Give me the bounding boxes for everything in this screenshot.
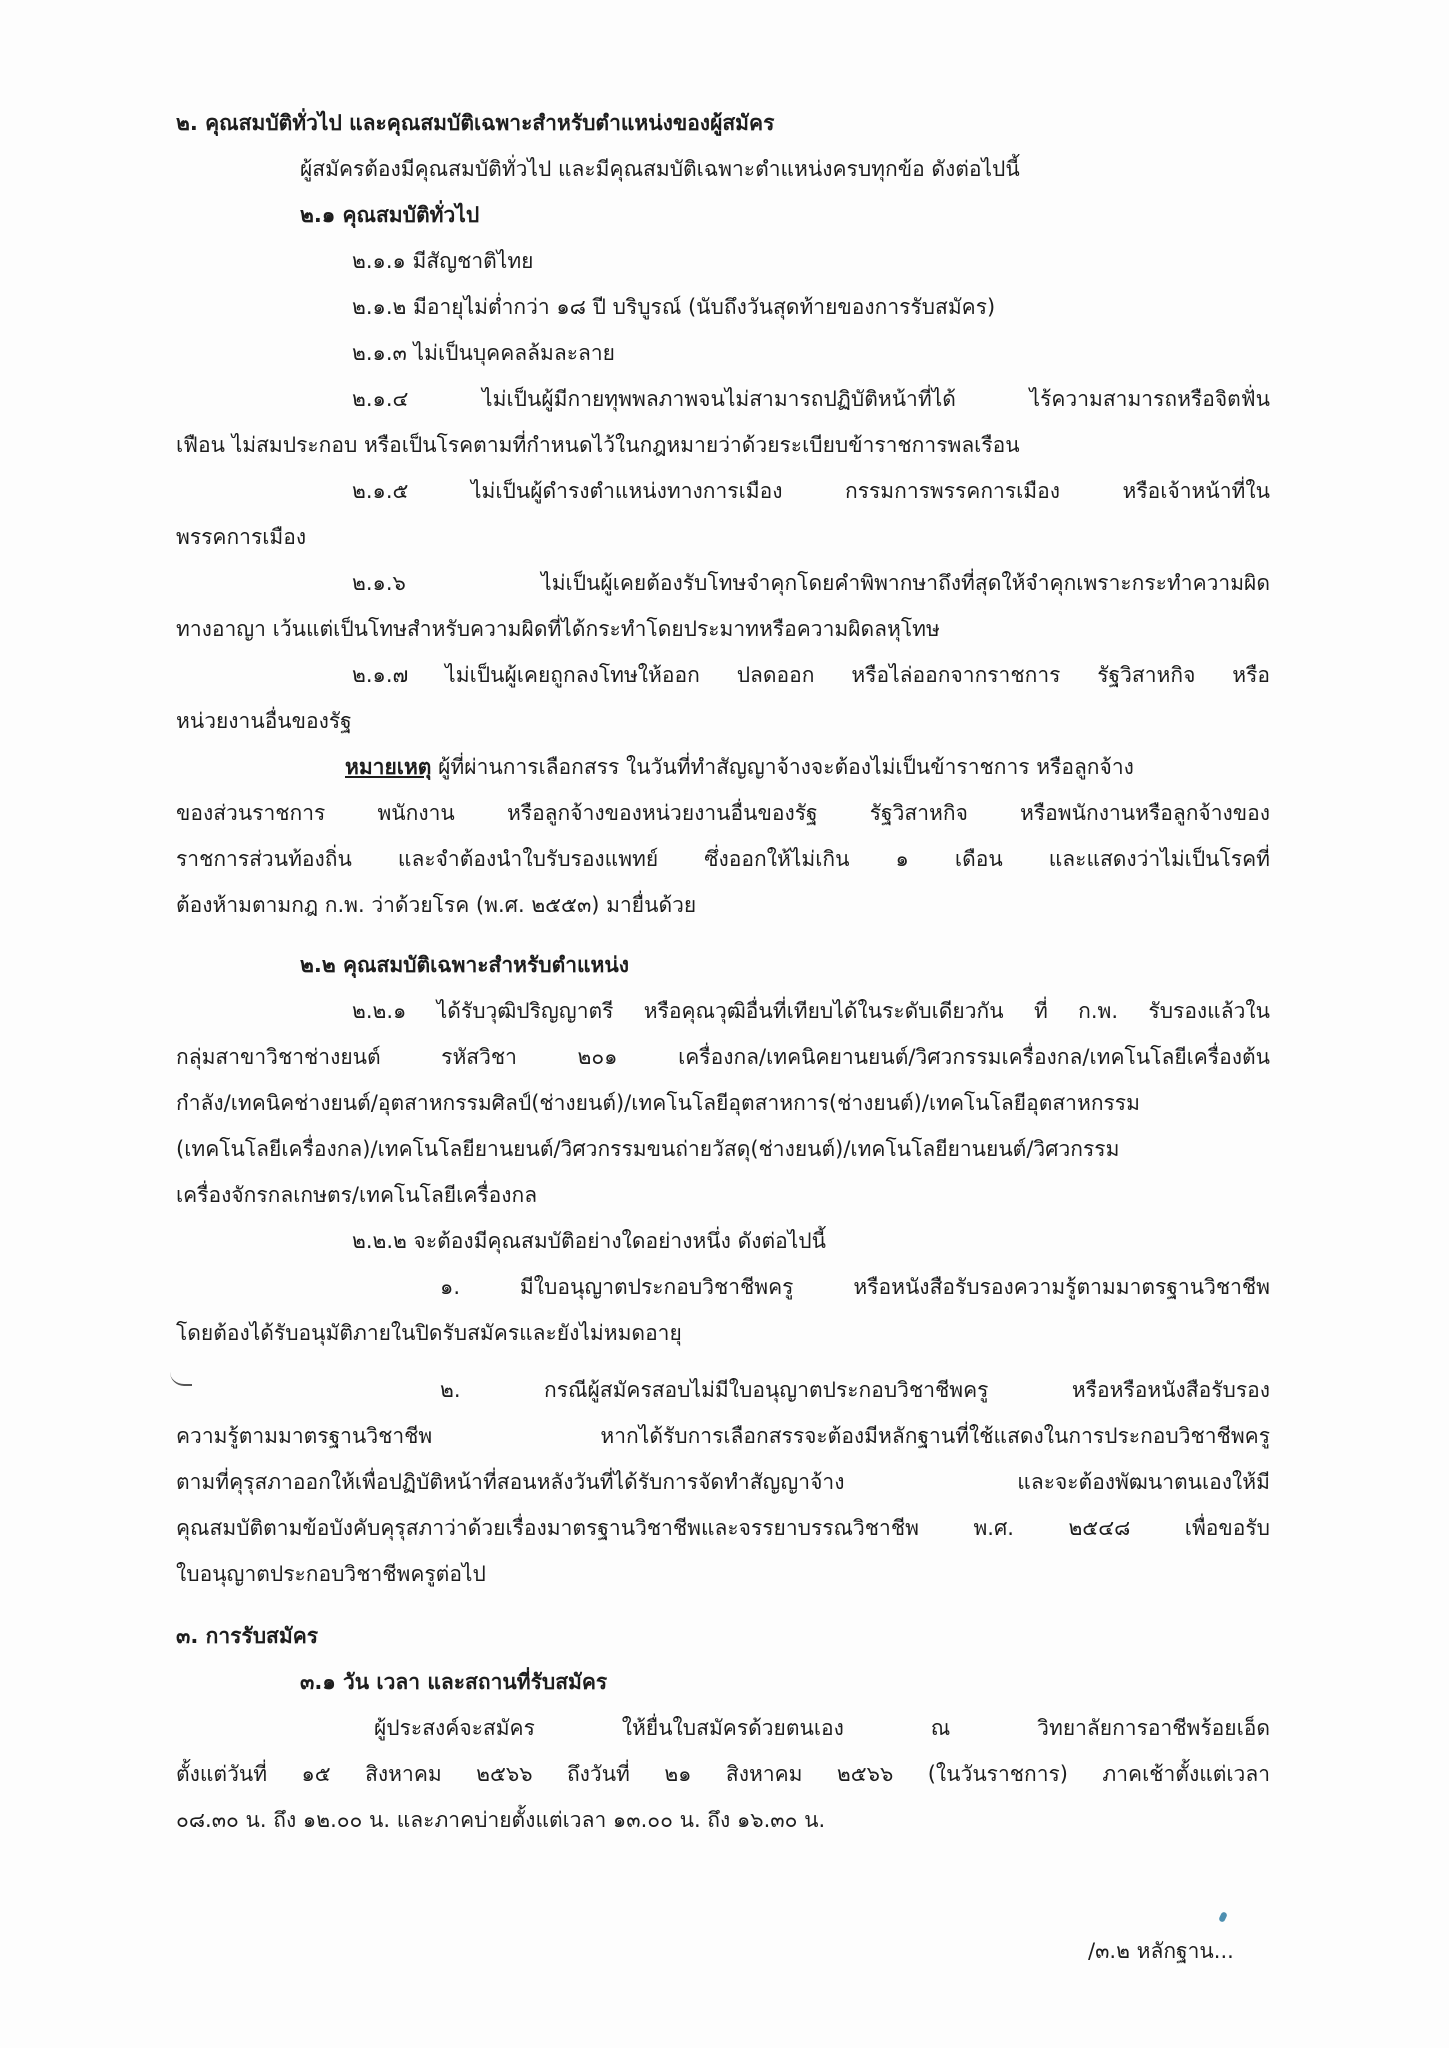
heading-3-1: ๓.๑ วัน เวลา และสถานที่รับสมัคร xyxy=(300,1670,608,1694)
item-2-1-1: ๒.๑.๑ มีสัญชาติไทย xyxy=(352,249,534,273)
paragraph-line: ผู้ประสงค์จะสมัคร ให้ยื่นใบสมัครด้วยตนเอง ณ วิทยาลัยการอาชีพร้อยเอ็ด xyxy=(374,1716,1270,1740)
item-2-1-2: ๒.๑.๒ มีอายุไม่ต่ำกว่า ๑๘ ปี บริบูรณ์ (นับถึงวันสุดท้ายของการรับสมัคร) xyxy=(352,295,996,319)
heading-2-1: ๒.๑ คุณสมบัติทั่วไป xyxy=(300,203,480,227)
paragraph-line: ทางอาญา เว้นแต่เป็นโทษสำหรับความผิดที่ได้กระทำโดยประมาทหรือความผิดลหุโทษ xyxy=(176,617,940,641)
sub-item-1: ๑. มีใบอนุญาตประกอบวิชาชีพครู หรือหนังสือรับรองความรู้ตามมาตรฐานวิชาชีพ xyxy=(440,1275,1270,1299)
remark-line xyxy=(345,752,1270,782)
remark-label: หมายเหตุ xyxy=(345,755,432,779)
paragraph-line: ใบอนุญาตประกอบวิชาชีพครูต่อไป xyxy=(176,1562,486,1586)
paragraph-line: หน่วยงานอื่นของรัฐ xyxy=(176,709,352,733)
continuation-note: /๓.๒ หลักฐาน... xyxy=(1088,1939,1234,1963)
paragraph-line: กำลัง/เทคนิคช่างยนต์/อุตสาหกรรมศิลป์(ช่างยนต์)/เทคโนโลยีอุตสาหการ(ช่างยนต์)/เทคโนโลยีอุตสาหกรรม xyxy=(176,1091,1140,1115)
item-2-1-3: ๒.๑.๓ ไม่เป็นบุคคลล้มละลาย xyxy=(352,341,615,365)
paragraph-line: ๐๘.๓๐ น. ถึง ๑๒.๐๐ น. และภาคบ่ายตั้งแต่เวลา ๑๓.๐๐ น. ถึง ๑๖.๓๐ น. xyxy=(176,1808,826,1832)
heading-section-3: ๓. การรับสมัคร xyxy=(176,1624,319,1648)
paragraph-line: คุณสมบัติตามข้อบังคับคุรุสภาว่าด้วยเรื่องมาตรฐานวิชาชีพและจรรยาบรรณวิชาชีพ พ.ศ. ๒๕๔๘ เพื่อขอรับ xyxy=(176,1516,1270,1540)
paragraph-line: ราชการส่วนท้องถิ่น และจำต้องนำใบรับรองแพทย์ ซึ่งออกให้ไม่เกิน ๑ เดือน และแสดงว่าไม่เป็นโรคที่ xyxy=(176,847,1270,871)
item-2-2-1: ๒.๒.๑ ได้รับวุฒิปริญญาตรี หรือคุณวุฒิอื่นที่เทียบได้ในระดับเดียวกัน ที่ ก.พ. รับรองแล้วใน xyxy=(352,999,1270,1023)
heading-section-2: ๒. คุณสมบัติทั่วไป และคุณสมบัติเฉพาะสำหรับตำแหน่งของผู้สมัคร xyxy=(176,111,775,135)
paragraph-line: ต้องห้ามตามกฎ ก.พ. ว่าด้วยโรค (พ.ศ. ๒๕๕๓) มายื่นด้วย xyxy=(176,893,697,917)
sub-item-2: ๒. กรณีผู้สมัครสอบไม่มีใบอนุญาตประกอบวิชาชีพครู หรือหรือหนังสือรับรอง xyxy=(440,1378,1270,1402)
paragraph-line: ความรู้ตามมาตรฐานวิชาชีพ หากได้รับการเลือกสรรจะต้องมีหลักฐานที่ใช้แสดงในการประกอบวิชาชีพครู xyxy=(176,1424,1270,1448)
paragraph-line: ผู้สมัครต้องมีคุณสมบัติทั่วไป และมีคุณสมบัติเฉพาะตำแหน่งครบทุกข้อ ดังต่อไปนี้ xyxy=(300,157,1020,181)
paragraph-line: โดยต้องได้รับอนุมัติภายในปิดรับสมัครและยังไม่หมดอายุ xyxy=(176,1321,682,1345)
paragraph-line: ตั้งแต่วันที่ ๑๕ สิงหาคม ๒๕๖๖ ถึงวันที่ ๒๑ สิงหาคม ๒๕๖๖ (ในวันราชการ) ภาคเช้าตั้งแต่เวลา xyxy=(176,1762,1270,1786)
pen-mark xyxy=(170,1370,192,1386)
paragraph-line: (เทคโนโลยีเครื่องกล)/เทคโนโลยียานยนต์/วิศวกรรมขนถ่ายวัสดุ(ช่างยนต์)/เทคโนโลยียานยนต์/วิศวกรรม xyxy=(176,1137,1120,1161)
paragraph-line: เฟือน ไม่สมประกอบ หรือเป็นโรคตามที่กำหนดไว้ในกฎหมายว่าด้วยระเบียบข้าราชการพลเรือน xyxy=(176,433,1020,457)
paragraph-line: ตามที่คุรุสภาออกให้เพื่อปฏิบัติหน้าที่สอนหลังวันที่ได้รับการจัดทำสัญญาจ้าง และจะต้องพัฒนาตนเองให้มี xyxy=(176,1470,1270,1494)
item-2-2-2: ๒.๒.๒ จะต้องมีคุณสมบัติอย่างใดอย่างหนึ่ง ดังต่อไปนี้ xyxy=(352,1229,826,1253)
remark-text: ผู้ที่ผ่านการเลือกสรร ในวันที่ทำสัญญาจ้างจะต้องไม่เป็นข้าราชการ หรือลูกจ้าง xyxy=(431,755,1134,779)
paragraph-line: พรรคการเมือง xyxy=(176,525,307,549)
paragraph-line: กลุ่มสาขาวิชาช่างยนต์ รหัสวิชา ๒๐๑ เครื่องกล/เทคนิคยานยนต์/วิศวกรรมเครื่องกล/เทคโนโลยีเครื่องต้น xyxy=(176,1045,1270,1069)
item-2-1-4: ๒.๑.๔ ไม่เป็นผู้มีกายทุพพลภาพจนไม่สามารถปฏิบัติหน้าที่ได้ ไร้ความสามารถหรือจิตฟั่น xyxy=(352,387,1270,411)
item-2-1-7: ๒.๑.๗ ไม่เป็นผู้เคยถูกลงโทษให้ออก ปลดออก หรือไล่ออกจากราชการ รัฐวิสาหกิจ หรือ xyxy=(352,663,1270,687)
paragraph-line: เครื่องจักรกลเกษตร/เทคโนโลยีเครื่องกล xyxy=(176,1183,538,1207)
heading-2-2: ๒.๒ คุณสมบัติเฉพาะสำหรับตำแหน่ง xyxy=(300,953,630,977)
paragraph-line: ของส่วนราชการ พนักงาน หรือลูกจ้างของหน่วยงานอื่นของรัฐ รัฐวิสาหกิจ หรือพนักงานหรือลูกจ้างของ xyxy=(176,801,1270,825)
item-2-1-5: ๒.๑.๕ ไม่เป็นผู้ดำรงตำแหน่งทางการเมือง กรรมการพรรคการเมือง หรือเจ้าหน้าที่ใน xyxy=(352,479,1270,503)
ink-dot xyxy=(1218,1911,1228,1923)
item-2-1-6: ๒.๑.๖ ไม่เป็นผู้เคยต้องรับโทษจำคุกโดยคำพิพากษาถึงที่สุดให้จำคุกเพราะกระทำความผิด xyxy=(352,571,1270,595)
